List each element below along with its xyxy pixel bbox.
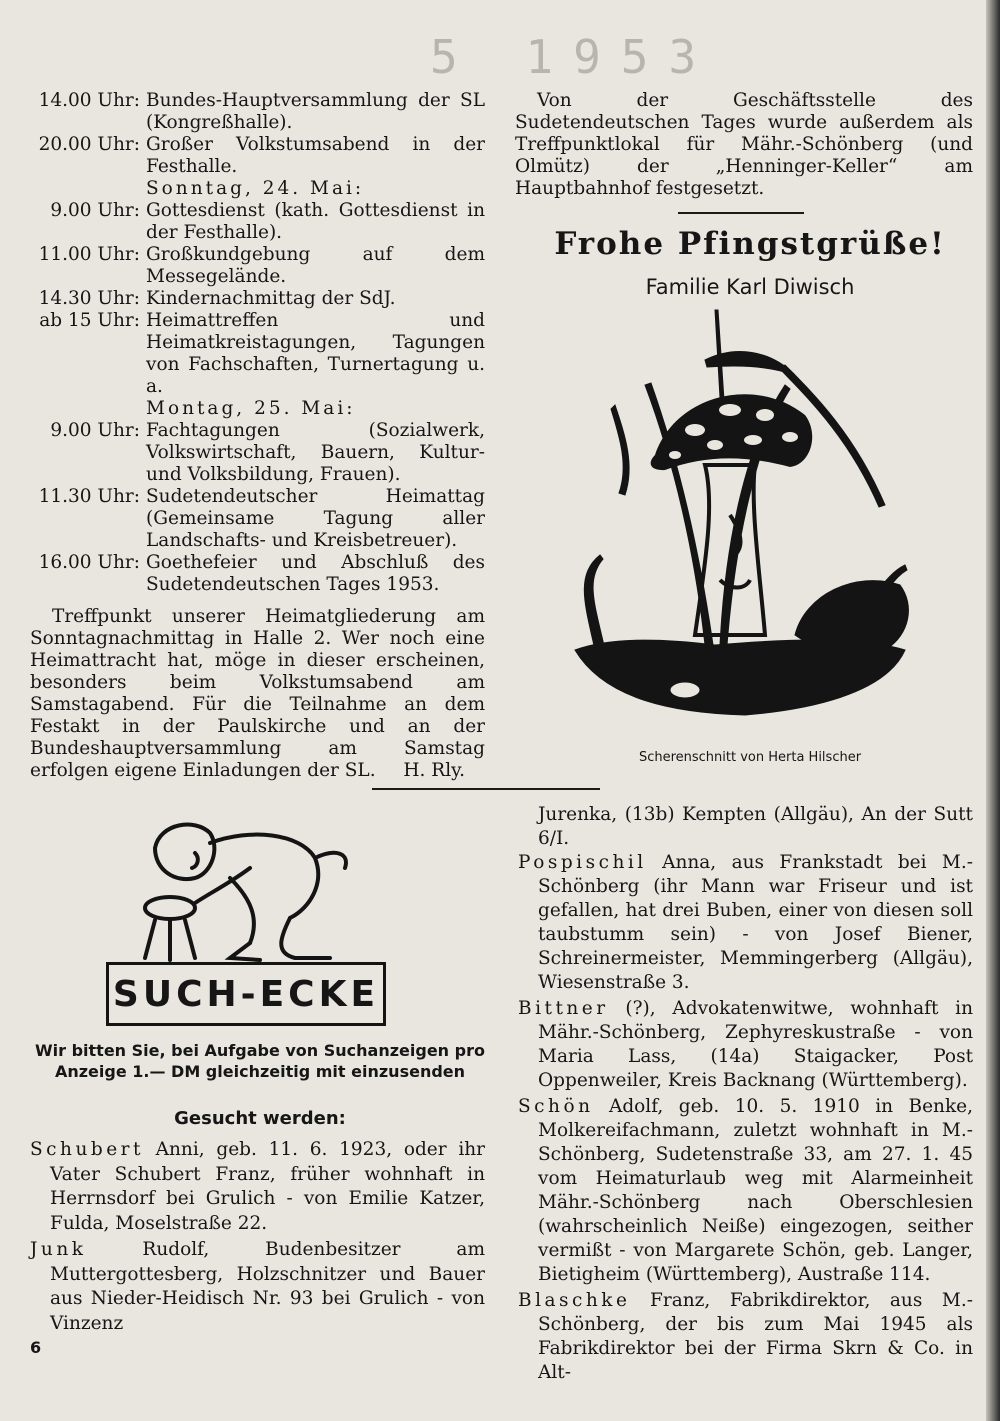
search-entry: Bittner (?), Advokatenwitwe, wohnhaft in Mähr.-Schönberg, Zephyreskustraße - von Maria Lass, (14a) Staigacker, Post Oppenweiler, Kreis Backnang (Württemberg). <box>518 998 973 1091</box>
treffpunkt-paragraph: Treffpunkt unserer Heimatgliederung am Sonntagnachmittag in Halle 2. Wer noch eine Heimattracht hat, möge in dieser erscheinen, besonders beim Volkstumsabend am Samstagabend. Für die Teilnahme an dem Festakt in der Paulskirche und an der Bundeshauptversammlung am Samstag erfolgen eigene Einladungen der SL. <box>30 606 485 781</box>
date-stamp: 5 1953 <box>430 30 717 84</box>
searcher-cartoon-illustration <box>100 808 420 968</box>
schedule-row: 16.00 Uhr: Goethefeier und Abschluß des Sudetendeutschen Tages 1953. <box>38 552 485 595</box>
search-entries-left <box>30 1138 485 1338</box>
search-entries-right <box>518 803 973 1387</box>
schedule-row: ab 15 Uhr: Heimattreffen und Heimatkreistagungen, Tagungen von Fachschaften, Turnertagung u. a. <box>39 310 485 397</box>
family-name: Familie Karl Diwisch <box>645 275 855 299</box>
schedule-row: 20.00 Uhr: Großer Volkstumsabend in der Festhalle. <box>38 134 485 177</box>
schedule-row: 14.00 Uhr: Bundes-Hauptversammlung der SL (Kongreßhalle). <box>38 90 485 133</box>
schedule-column <box>30 90 485 782</box>
page-edge-shadow <box>986 0 1000 1421</box>
search-entry: Junk Rudolf, Budenbesitzer am Muttergottesberg, Holzschnitzer und Bauer aus Nieder-Heidisch Nr. 93 bei Grulich - von Vinzenz <box>30 1239 485 1334</box>
day-heading-sunday: Sonntag, 24. Mai: <box>146 178 365 199</box>
author-signature: H. Rly. <box>403 760 465 781</box>
such-ecke-note: Wir bitten Sie, bei Aufgabe von Suchanzeigen pro Anzeige 1.— DM gleichzeitig mit einzusenden <box>35 1041 485 1081</box>
geschaeftsstelle-paragraph: Von der Geschäftsstelle des Sudetendeutschen Tages wurde außerdem als Treffpunktlokal für Mähr.-Schönberg (und Olmütz) der „Henninger-Keller“ am Hauptbahnhof festgesetzt. <box>515 90 973 199</box>
silhouette-illustration <box>555 305 935 745</box>
schedule-row: 9.00 Uhr: Gottesdienst (kath. Gottesdienst in der Festhalle). <box>50 200 485 243</box>
page-number: 6 <box>30 1338 42 1357</box>
search-entry: Pospischil Anna, aus Frankstadt bei M.-Schönberg (ihr Mann war Friseur und ist gefallen, hat drei Buben, einer von diesen soll taubstumm sein) - von Josef Biener, Schreinermeister, Memmingerberg (Allgäu), Wiesenstraße 3. <box>518 852 973 993</box>
schedule-row: 9.00 Uhr: Fachtagungen (Sozialwerk, Volkswirtschaft, Bauern, Kultur- und Volksbildung, Frauen). <box>50 420 485 485</box>
day-heading-monday: Montag, 25. Mai: <box>146 398 356 419</box>
such-ecke-title: SUCH-ECKE <box>112 973 380 1015</box>
divider-long <box>372 788 600 790</box>
search-entry: Schön Adolf, geb. 10. 5. 1910 in Benke, Molkereifachmann, zuletzt wohnhaft in M.-Schönberg, Sudetenstraße 33, am 27. 1. 45 vom Heimaturlaub weg mit Alarmeinheit Mähr.-Schönberg nach Oberschlesien (wahrscheinlich Neiße) eingezogen, seither vermißt - von Margarete Schön, geb. Langer, Bietigheim (Württemberg), Austraße 114. <box>518 1096 973 1285</box>
gesucht-heading: Gesucht werden: <box>174 1108 346 1129</box>
search-entry: Schubert Anni, geb. 11. 6. 1923, oder ihr Vater Schubert Franz, früher wohnhaft in Herrnsdorf bei Grulich - von Emilie Katzer, Fulda, Moselstraße 22. <box>30 1139 485 1234</box>
search-entry-continuation: Jurenka, (13b) Kempten (Allgäu), An der Sutt 6/I. <box>538 804 973 849</box>
schedule-row: 14.30 Uhr: Kindernachmittag der SdJ. <box>38 288 396 309</box>
schedule-row: 11.30 Uhr: Sudetendeutscher Heimattag (Gemeinsame Tagung aller Landschafts- und Kreisbetreuer). <box>38 486 485 551</box>
such-ecke-banner <box>106 962 386 1026</box>
divider-short <box>678 212 804 214</box>
illustration-caption: Scherenschnitt von Herta Hilscher <box>638 750 862 765</box>
search-entry: Blaschke Franz, Fabrikdirektor, aus M.-Schönberg, der bis zum Mai 1945 als Fabrikdirektor bei der Firma Skrn & Co. in Alt- <box>518 1290 973 1383</box>
schedule-row: 11.00 Uhr: Großkundgebung auf dem Messegelände. <box>38 244 485 287</box>
greeting-heading: Frohe Pfingstgrüße! <box>554 226 946 262</box>
